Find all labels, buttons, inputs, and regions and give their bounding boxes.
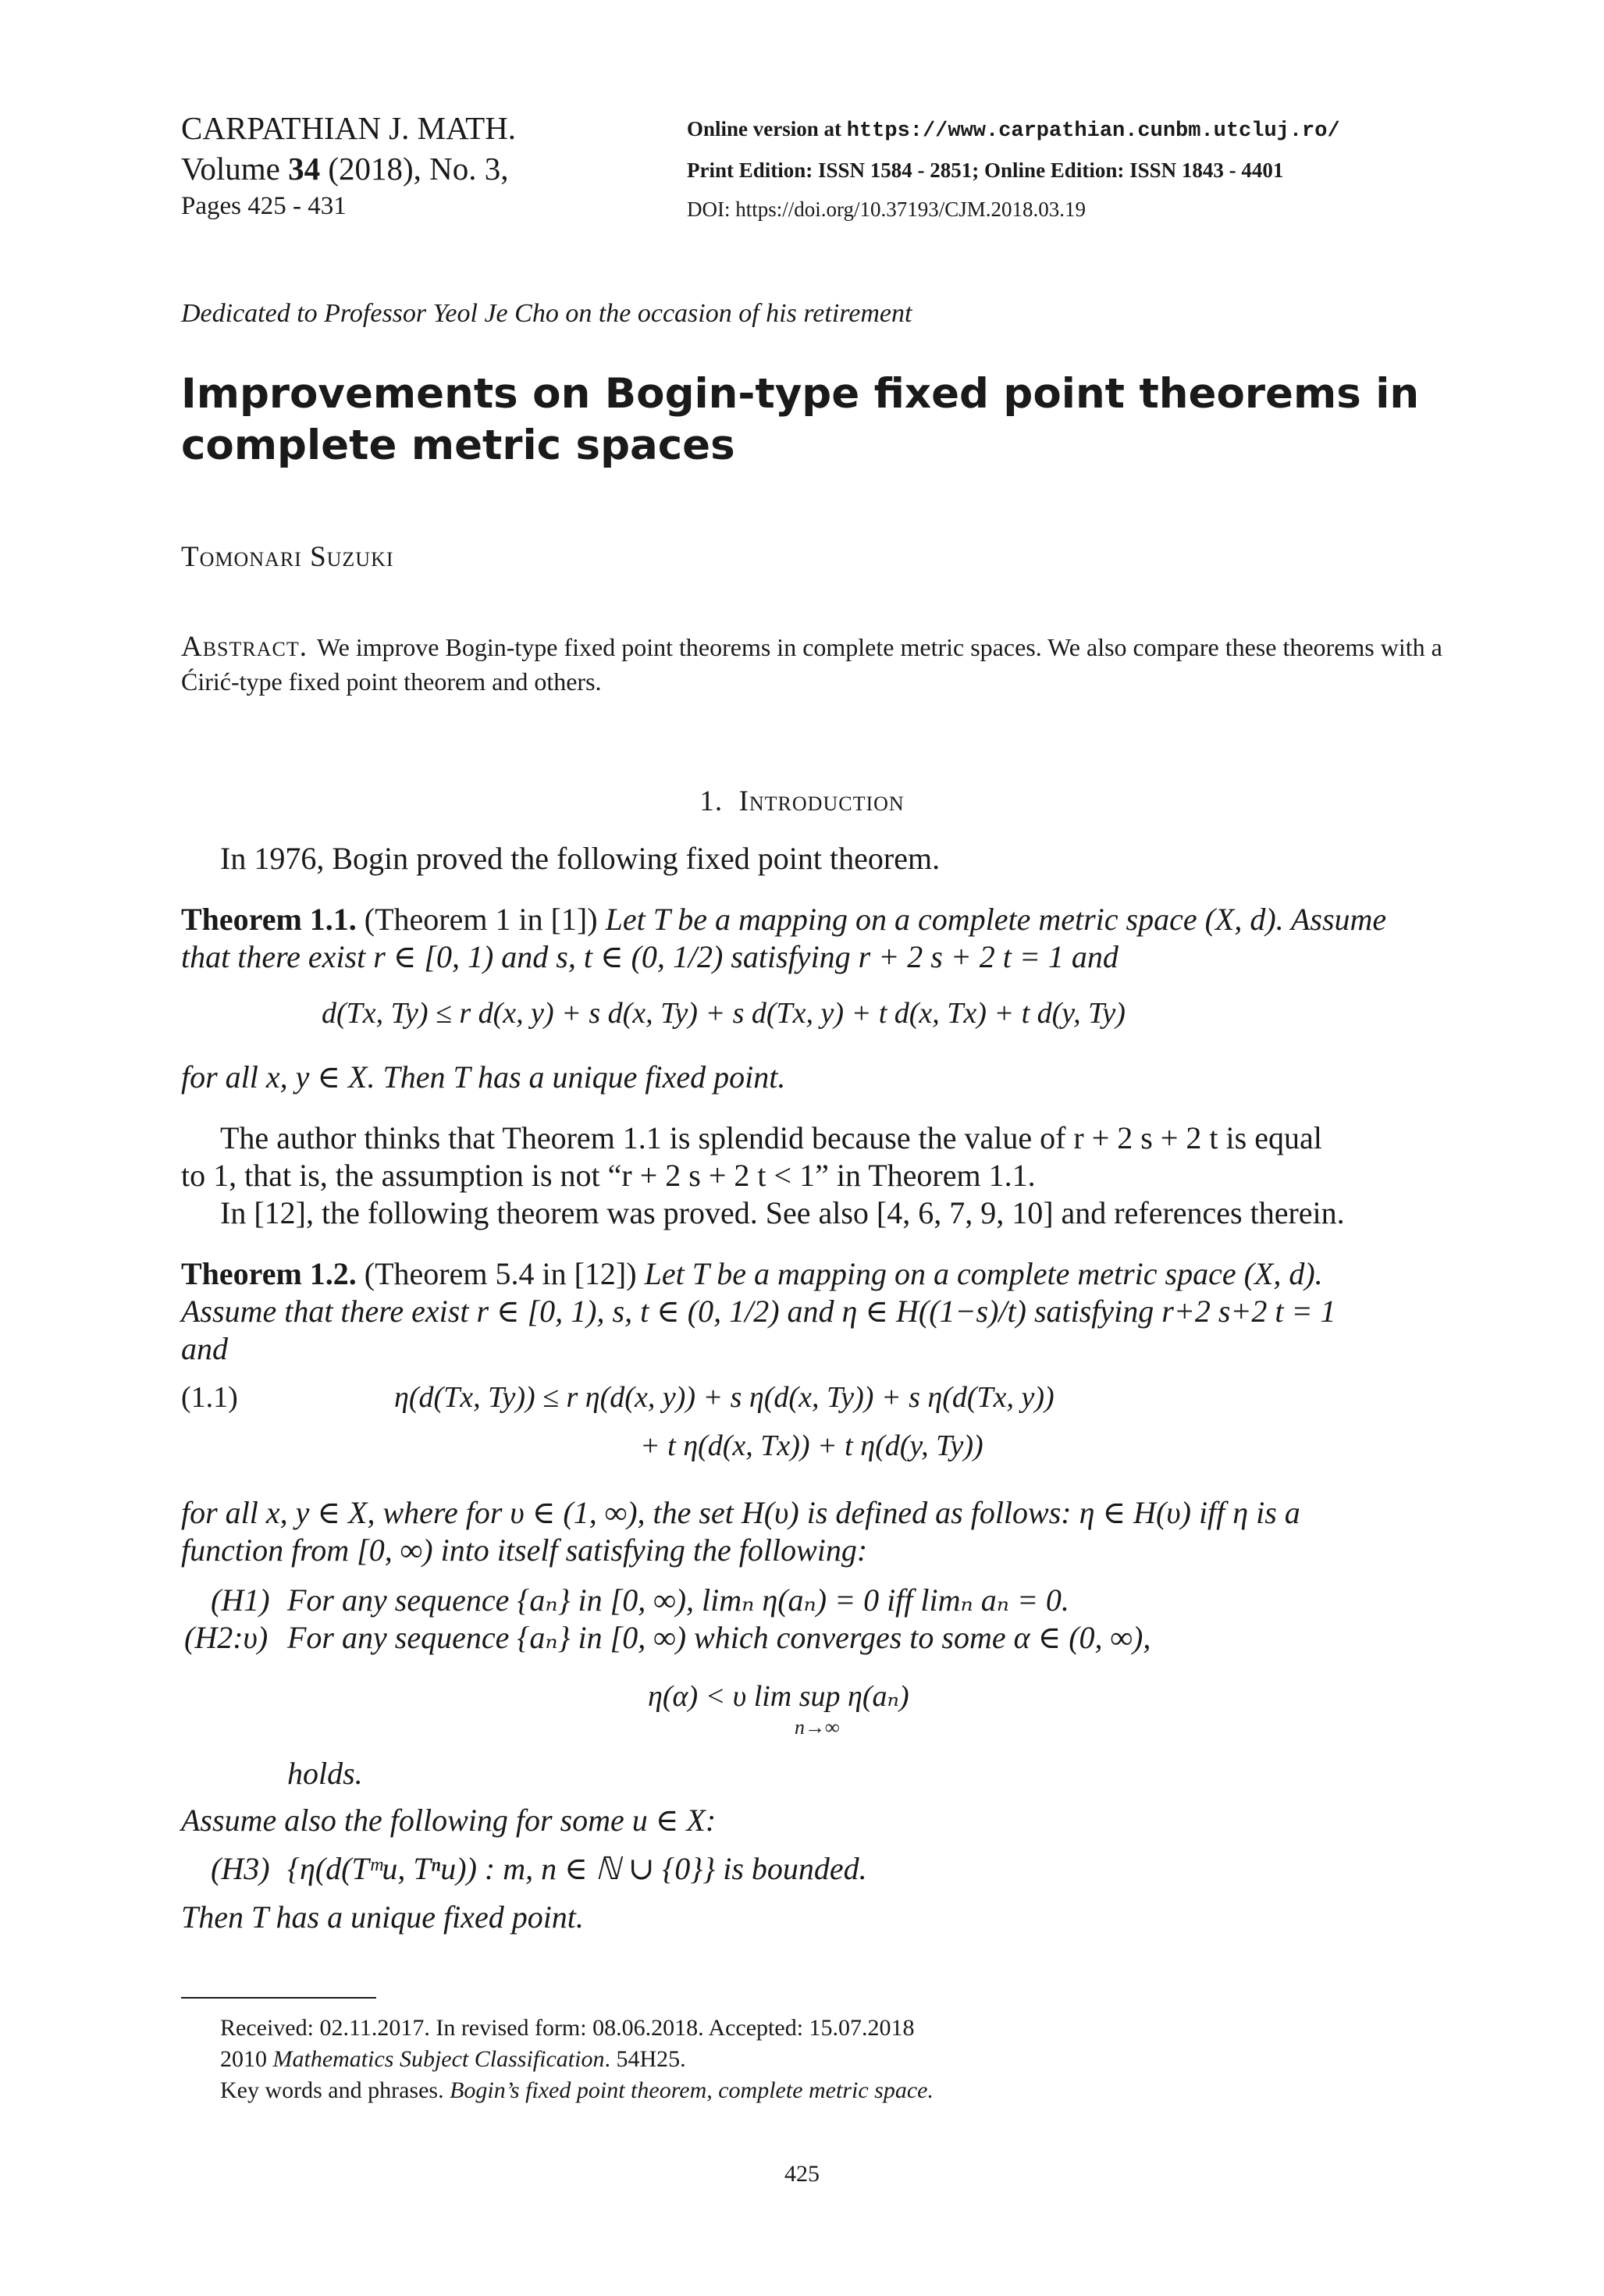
online-version <box>687 109 1340 151</box>
volume-prefix: Volume <box>181 151 289 187</box>
theorem-1-1-equation: d(Tx, Ty) ≤ r d(x, y) + s d(x, Ty) + s d(Tx, y) + t d(x, Tx) + t d(y, Ty) <box>322 997 1126 1030</box>
journal-volume <box>181 148 516 189</box>
holds-text: holds. <box>287 1756 363 1791</box>
equation-label: (1.1) <box>181 1381 238 1414</box>
edition-info <box>687 109 1340 229</box>
equation-1-1-line-1: η(d(Tx, Ty)) ≤ r η(d(x, y)) + s η(d(x, Ty)) + s η(d(Tx, y)) <box>394 1381 1055 1414</box>
theorem-1-1-text-1: Let T be a mapping on a complete metric space (X, d). Assume <box>605 902 1387 937</box>
author-remark-line-2: to 1, that is, the assumption is not “r + 2 s + 2 t < 1” in Theorem 1.1. <box>181 1158 1036 1193</box>
journal-name: CARPATHIAN J. MATH. <box>181 110 517 146</box>
msc-value: . 54H25. <box>604 2046 686 2072</box>
volume-suffix: (2018), No. 3, <box>320 151 509 187</box>
print-edition: Print Edition: ISSN 1584 - 2851; Online Edition: ISSN 1843 - 4401 <box>687 158 1284 182</box>
section-number: 1. <box>699 785 724 817</box>
msc-label: Mathematics Subject Classification <box>272 2046 605 2072</box>
page-number: 425 <box>784 2161 820 2187</box>
definition-line-1: for all x, y ∈ X, where for υ ∈ (1, ∞), the set H(υ) is defined as follows: η ∈ H(υ) iff η is a <box>181 1495 1300 1530</box>
title-line-2: complete metric spaces <box>181 422 735 469</box>
h3-label: (H3) <box>211 1851 270 1886</box>
footnote-rule <box>181 1997 376 1999</box>
theorem-1-1-ref: (Theorem 1 in [1]) <box>364 902 598 937</box>
definition-line-2: function from [0, ∞) into itself satisfying the following: <box>181 1532 868 1568</box>
theorem-1-1 <box>181 901 1446 976</box>
author-name: Tomonari Suzuki <box>181 541 394 573</box>
h3-text: {η(d(Tᵐu, Tⁿu)) : m, n ∈ ℕ ∪ {0}} is bounded. <box>287 1851 867 1886</box>
limsup-subscript: n→∞ <box>795 1716 840 1739</box>
reference-paragraph: In [12], the following theorem was proved. See also [4, 6, 7, 9, 10] and references therein. <box>220 1195 1345 1230</box>
theorem-1-2-head: Theorem 1.2. <box>181 1256 357 1291</box>
abstract-text: We improve Bogin-type fixed point theorems in complete metric spaces. We also compare these theorems with a Ćirić-type fixed point theorem and others. <box>181 633 1442 696</box>
section-heading <box>0 785 1604 818</box>
dedication: Dedicated to Professor Yeol Je Cho on the occasion of his retirement <box>181 299 912 328</box>
volume-number: 34 <box>288 151 321 187</box>
theorem-1-1-text-2: that there exist r ∈ [0, 1) and s, t ∈ (0, 1/2) satisfying r + 2 s + 2 t = 1 and <box>181 939 1119 974</box>
theorem-1-2-conclusion: Then T has a unique fixed point. <box>181 1899 584 1935</box>
online-label: Online version at <box>687 117 847 141</box>
abstract-label: Abstract. <box>181 631 308 663</box>
journal-header <box>181 108 516 223</box>
h1-label: (H1) <box>211 1582 270 1618</box>
section-title: Introduction <box>738 785 905 817</box>
intro-sentence: In 1976, Bogin proved the following fixed point theorem. <box>220 841 941 876</box>
h2-label: (H2:υ) <box>184 1620 269 1655</box>
online-url-link[interactable]: https://www.carpathian.cunbm.utcluj.ro/ <box>846 119 1340 143</box>
keywords-value: Bogin’s fixed point theorem, complete metric space. <box>450 2077 934 2103</box>
doi-link[interactable]: DOI: https://doi.org/10.37193/CJM.2018.03.19 <box>687 198 1087 221</box>
theorem-1-2-ref: (Theorem 5.4 in [12]) <box>364 1256 637 1291</box>
paper-title <box>181 368 1446 472</box>
received-dates: Received: 02.11.2017. In revised form: 08.06.2018. Accepted: 15.07.2018 <box>220 2015 915 2041</box>
author-remark-line-1: The author thinks that Theorem 1.1 is splendid because the value of r + 2 s + 2 t is equal <box>220 1120 1322 1155</box>
equation-1-1-line-2: + t η(d(x, Tx)) + t η(d(y, Ty)) <box>640 1429 983 1462</box>
theorem-1-2-text-1: Let T be a mapping on a complete metric space (X, d). <box>644 1256 1323 1291</box>
title-line-1: Improvements on Bogin-type fixed point theorems in <box>181 370 1420 418</box>
h2-text: For any sequence {aₙ} in [0, ∞) which converges to some α ∈ (0, ∞), <box>287 1620 1151 1655</box>
theorem-1-1-conclusion: for all x, y ∈ X. Then T has a unique fixed point. <box>181 1059 786 1095</box>
h1-text: For any sequence {aₙ} in [0, ∞), limₙ η(aₙ) = 0 iff limₙ aₙ = 0. <box>287 1582 1069 1618</box>
theorem-1-2-text-2: Assume that there exist r ∈ [0, 1), s, t ∈ (0, 1/2) and η ∈ H((1−s)/t) satisfying r+2 s+2 t = 1 <box>181 1294 1336 1329</box>
h2-inequality: η(α) < υ lim sup η(aₙ) <box>648 1680 909 1713</box>
definition-text <box>181 1494 1446 1569</box>
theorem-1-2-text-3: and <box>181 1331 228 1366</box>
msc-classification <box>220 2044 686 2075</box>
theorem-1-1-line-1 <box>181 901 1446 938</box>
keywords-label: Key words and phrases. <box>220 2077 450 2103</box>
theorem-1-2 <box>181 1255 1446 1368</box>
assume-text: Assume also the following for some u ∈ X: <box>181 1803 717 1838</box>
abstract <box>181 630 1446 699</box>
theorem-1-1-head: Theorem 1.1. <box>181 902 357 937</box>
msc-year: 2010 <box>220 2046 273 2072</box>
keywords <box>220 2075 934 2106</box>
journal-pages: Pages 425 - 431 <box>181 192 347 220</box>
theorem-1-2-line-1 <box>181 1255 1446 1293</box>
